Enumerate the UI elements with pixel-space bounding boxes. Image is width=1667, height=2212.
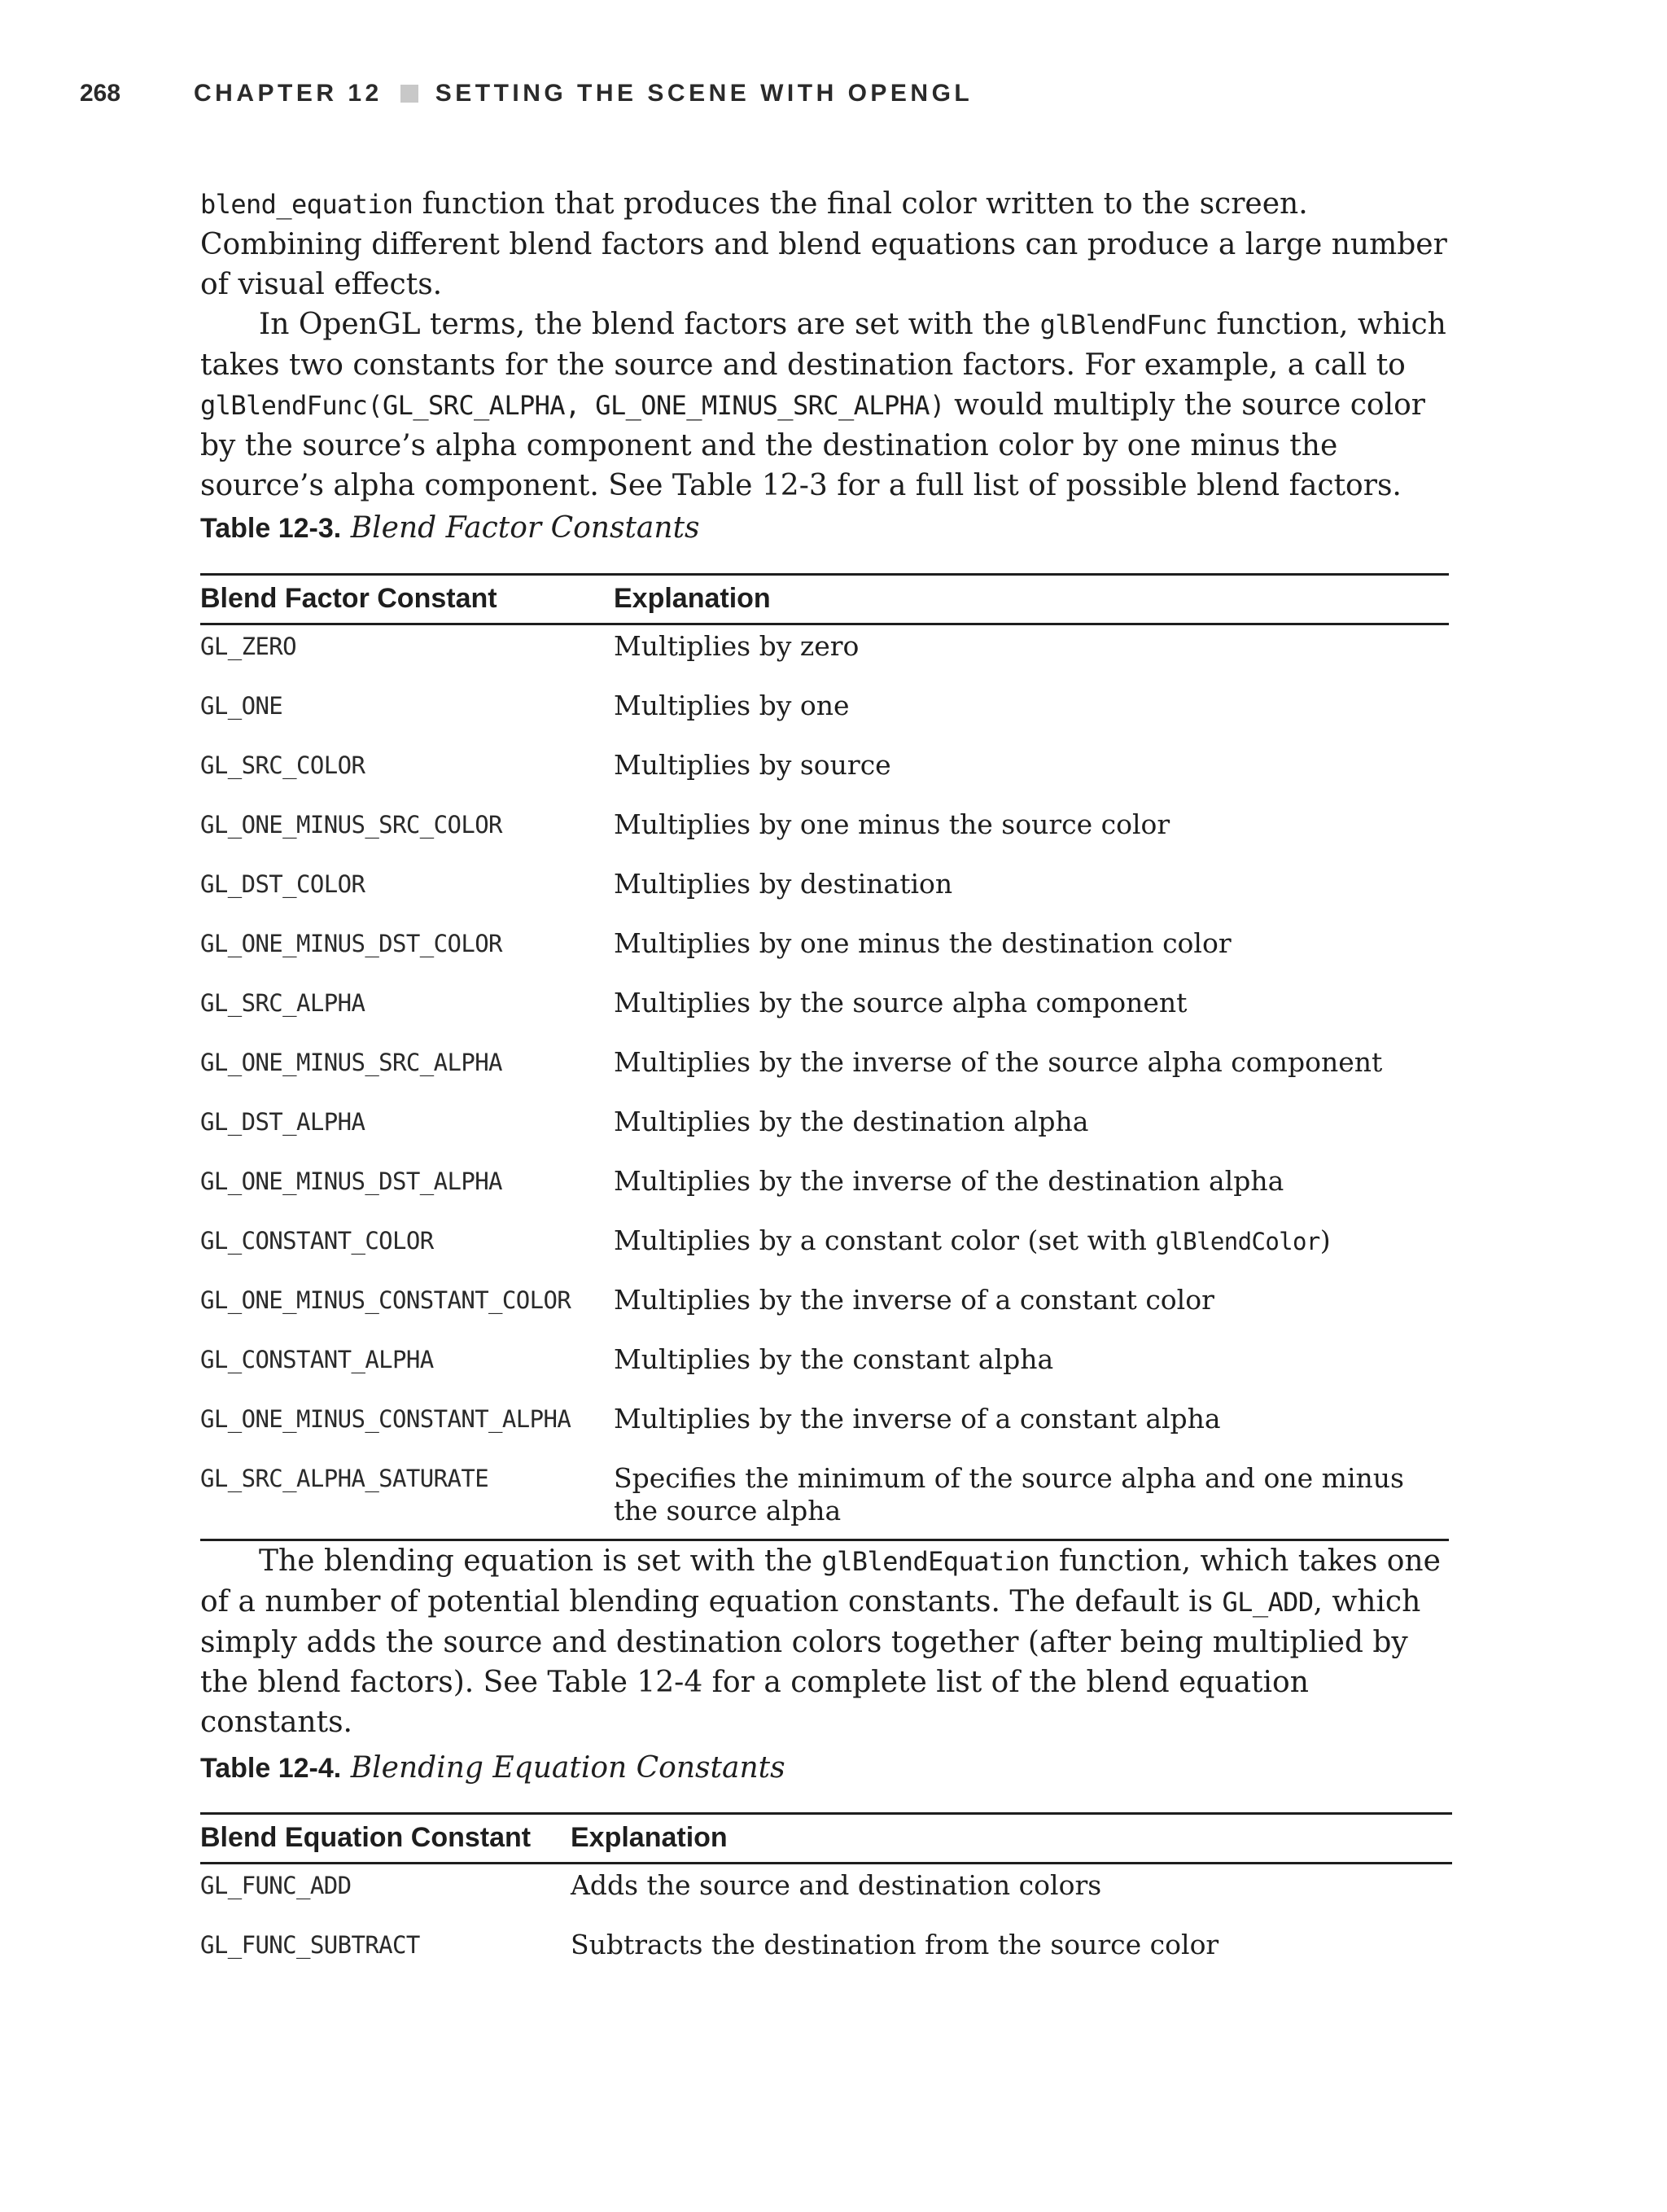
explanation-text: Multiplies by a constant color (set with	[614, 1224, 1156, 1256]
constant-cell: GL_ONE_MINUS_SRC_ALPHA	[200, 1049, 502, 1076]
constant-cell: GL_SRC_ALPHA_SATURATE	[200, 1457, 614, 1540]
table-row	[200, 1101, 1449, 1160]
constant-cell: GL_ONE_MINUS_CONSTANT_COLOR	[200, 1286, 571, 1314]
constant-cell: GL_ONE_MINUS_SRC_COLOR	[200, 811, 502, 839]
explanation-cell: Multiplies by one	[614, 690, 850, 721]
explanation-cell	[614, 1220, 1449, 1279]
paragraph-continuation	[200, 184, 1455, 304]
paragraph-text: function, which takes one of a number of potential blending equation constants. The default is	[200, 1544, 1441, 1618]
explanation-cell: Multiplies by source	[614, 749, 891, 781]
table-row	[200, 1864, 1452, 1925]
constant-cell: GL_SRC_ALPHA	[200, 989, 365, 1017]
explanation-cell: Multiplies by the inverse of a constant alpha	[614, 1403, 1221, 1435]
explanation-cell: Multiplies by zero	[614, 630, 860, 662]
constant-cell: GL_ONE_MINUS_DST_ALPHA	[200, 1167, 502, 1195]
table-label: Table 12-4.	[200, 1753, 342, 1784]
table-row	[200, 1220, 1449, 1279]
intro-text	[200, 184, 1455, 506]
table-row	[200, 922, 1449, 982]
column-header-explanation: Explanation	[614, 575, 1449, 624]
paragraph-blend-func	[200, 304, 1455, 506]
explanation-cell: Multiplies by the source alpha component	[614, 987, 1188, 1018]
table-row	[200, 685, 1449, 744]
table-label: Table 12-3.	[200, 513, 342, 544]
explanation-text-end: )	[1319, 1224, 1331, 1256]
inline-code: blend_equation	[200, 189, 413, 220]
table-row	[200, 1041, 1449, 1101]
inline-code: glBlendColor	[1155, 1228, 1320, 1255]
constant-cell: GL_ZERO	[200, 633, 297, 660]
constant-cell: GL_CONSTANT_ALPHA	[200, 1346, 434, 1373]
table-row	[200, 804, 1449, 863]
paragraph-text: The blending equation is set with the	[259, 1544, 822, 1578]
column-header-constant: Blend Factor Constant	[200, 575, 614, 624]
table-header-row	[200, 575, 1449, 624]
inline-code: glBlendFunc	[1039, 309, 1207, 340]
table-row	[200, 1160, 1449, 1220]
paragraph-text: function, which takes two constants for the source and destination factors. For example, a call to	[200, 308, 1446, 382]
table-title: Blend Factor Constants	[350, 511, 700, 545]
table-row	[200, 982, 1449, 1041]
paragraph-blend-equation	[200, 1541, 1455, 1742]
table-row	[200, 1924, 1452, 1983]
running-header	[80, 77, 1464, 110]
paragraph-text: would multiply the source color by the source’s alpha component and the destination color by one minus the source’s alpha component. See Table 12-3 for a full list of possible blend factors.	[200, 388, 1425, 502]
constant-cell: GL_DST_COLOR	[200, 870, 365, 898]
table-row	[200, 863, 1449, 922]
explanation-cell: Multiplies by the inverse of the source alpha component	[614, 1046, 1383, 1078]
table-row	[200, 624, 1449, 686]
explanation-cell: Multiplies by one minus the destination color	[614, 927, 1232, 959]
table-12-4-caption	[200, 1750, 785, 1786]
column-header-explanation: Explanation	[571, 1814, 1452, 1864]
explanation-cell: Adds the source and destination colors	[571, 1869, 1102, 1901]
table-row	[200, 1398, 1449, 1457]
explanation-cell: Multiplies by the destination alpha	[614, 1106, 1089, 1137]
explanation-cell: Multiplies by the inverse of a constant color	[614, 1284, 1214, 1316]
inline-code: glBlendFunc(GL_SRC_ALPHA, GL_ONE_MINUS_SRC_ALPHA)	[200, 390, 945, 421]
constant-cell: GL_ONE_MINUS_CONSTANT_ALPHA	[200, 1405, 571, 1433]
constant-cell: GL_DST_ALPHA	[200, 1108, 365, 1136]
paragraph-text: In OpenGL terms, the blend factors are set with the	[259, 308, 1040, 341]
explanation-cell: Multiplies by one minus the source color	[614, 808, 1170, 840]
chapter-separator-square	[400, 85, 418, 103]
table-header-row	[200, 1814, 1452, 1864]
chapter-label: CHAPTER 12	[194, 80, 383, 107]
table-row	[200, 1279, 1449, 1338]
table-row	[200, 1457, 1449, 1540]
explanation-cell: Subtracts the destination from the source color	[571, 1929, 1219, 1960]
table-title: Blending Equation Constants	[350, 1751, 785, 1785]
explanation-cell: Multiplies by the inverse of the destination alpha	[614, 1165, 1284, 1197]
explanation-cell: Multiplies by the constant alpha	[614, 1343, 1054, 1375]
chapter-title: SETTING THE SCENE WITH OPENGL	[435, 80, 974, 107]
explanation-cell: Specifies the minimum of the source alpha and one minus the source alpha	[614, 1457, 1449, 1540]
inline-code: glBlendEquation	[821, 1546, 1050, 1577]
table-row	[200, 744, 1449, 804]
table-12-3-caption	[200, 510, 700, 546]
page-number: 268	[80, 80, 121, 107]
constant-cell: GL_ONE	[200, 692, 283, 720]
blend-equation-text	[200, 1541, 1455, 1742]
constant-cell: GL_ONE_MINUS_DST_COLOR	[200, 930, 502, 957]
table-row	[200, 1338, 1449, 1398]
explanation-cell: Multiplies by destination	[614, 868, 953, 900]
column-header-constant: Blend Equation Constant	[200, 1814, 571, 1864]
constant-cell: GL_FUNC_ADD	[200, 1872, 352, 1899]
inline-code: GL_ADD	[1222, 1587, 1314, 1618]
constant-cell: GL_SRC_COLOR	[200, 751, 365, 779]
paragraph-text: function that produces the final color written to the screen. Combining different blend factors and blend equations can produce a large number of visual effects.	[200, 187, 1447, 301]
table-blend-factors	[200, 573, 1449, 1541]
paragraph-text: , which simply adds the source and destination colors together (after being multiplied by the blend factors). See Table 12-4 for a complete list of the blend equation constants.	[200, 1585, 1421, 1739]
table-blend-equations	[200, 1812, 1452, 1983]
constant-cell: GL_CONSTANT_COLOR	[200, 1227, 434, 1255]
constant-cell: GL_FUNC_SUBTRACT	[200, 1931, 420, 1959]
